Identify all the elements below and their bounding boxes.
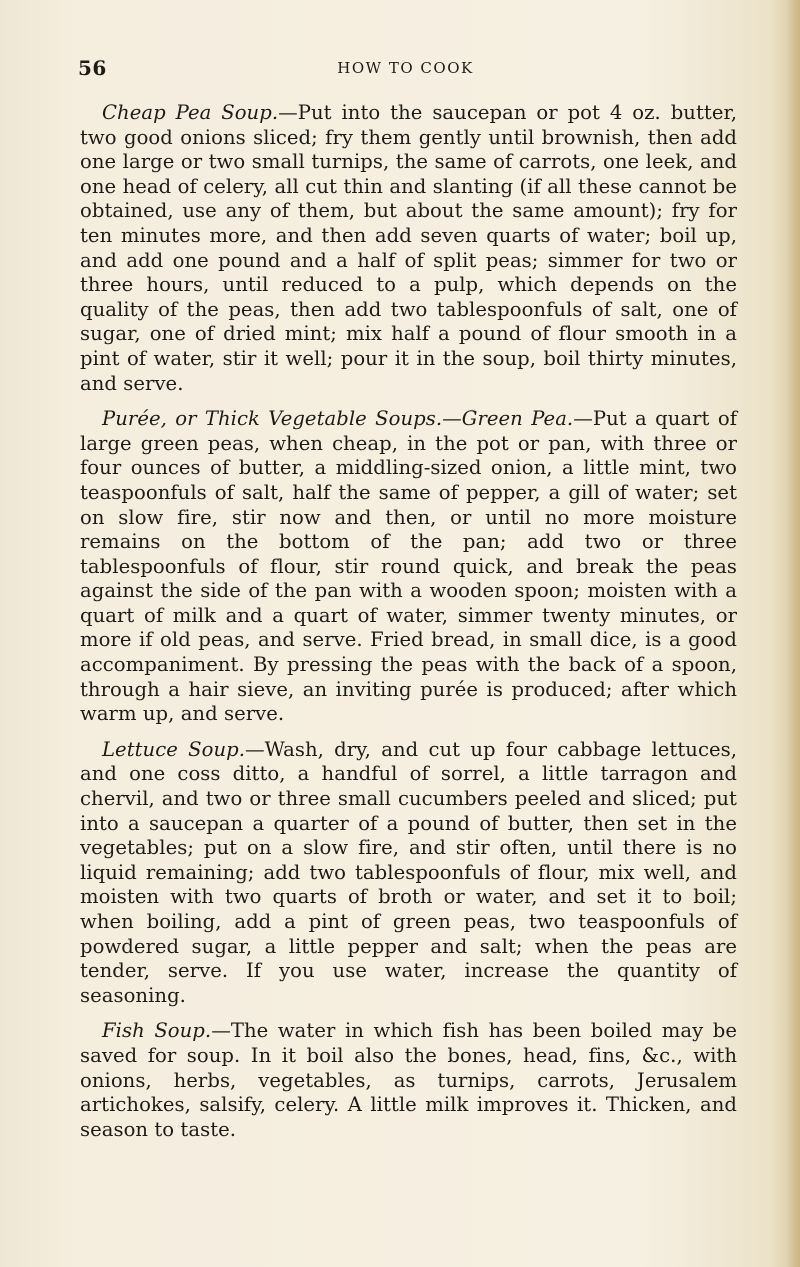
recipe-puree-green-pea	[80, 407, 737, 727]
recipe-text: —Wash, dry, and cut up four cabbage lettuces, and one coss ditto, a handful of sorrel, a little tarragon and chervil, and two or three small cucumbers peeled and sliced; put into a saucepan a quarter of a pound of butter, then set in the vegetables; put on a slow fire, and stir often, until there is no liquid remaining; add two tablespoonfuls of flour, mix well, and moisten with two quarts of broth or water, and set it to boil; when boiling, add a pint of green peas, two teaspoonfuls of powdered sugar, a little pepper and salt; when the peas are tender, serve. If you use water, increase the quantity of seasoning.	[80, 737, 737, 1007]
page-header	[78, 56, 733, 84]
recipe-fish-soup	[80, 1019, 737, 1142]
page-number: 56	[78, 56, 107, 80]
recipe-text: —Put a quart of large green peas, when cheap, in the pot or pan, with three or four ounces of butter, a middling-sized onion, a little mint, two teaspoonfuls of salt, half the same of pepper, a gill of water; set on slow fire, stir now and then, or until no more moisture remains on the bottom of the pan; add two or three tablespoonfuls of flour, stir round quick, and break the peas against the side of the pan with a wooden spoon; moisten with a quart of milk and a quart of water, simmer twenty minutes, or more if old peas, and serve. Fried bread, in small dice, is a good accompaniment. By pressing the peas with the back of a spoon, through a hair sieve, an inviting purée is produced; after which warm up, and serve.	[80, 407, 737, 726]
recipe-title: Purée, or Thick Vegetable Soups.—Green Pea.	[102, 407, 574, 431]
recipe-text: —The water in which fish has been boiled may be saved for soup. In it boil also the bones, head, fins, &c., with onions, herbs, vegetables, as turnips, carrots, Jerusalem artichokes, salsify, celery. A little milk improves it. Thicken, and season to taste.	[80, 1019, 738, 1141]
recipe-lettuce-soup	[80, 738, 737, 1009]
page-edge-shadow	[786, 0, 800, 1267]
recipe-title: Fish Soup.	[102, 1019, 212, 1043]
recipe-text: —Put into the saucepan or pot 4 oz. butter, two good onions sliced; fry them gently until brownish, then add one large or two small turnips, the same of carrots, one leek, and one head of celery, all cut thin and slanting (if all these cannot be obtained, use any of them, but about the same amount); fry for ten minutes more, and then add seven quarts of water; boil up, and add one pound and a half of split peas; simmer for two or three hours, until reduced to a pulp, which depends on the quality of the peas, then add two tablespoonfuls of salt, one of sugar, one of dried mint; mix half a pound of flour smooth in a pint of water, stir it well; pour it in the soup, boil thirty minutes, and serve.	[80, 101, 738, 395]
recipe-cheap-pea-soup	[80, 101, 737, 396]
recipe-title: Lettuce Soup.	[102, 737, 245, 761]
page-body	[80, 101, 737, 1153]
recipe-title: Cheap Pea Soup.	[102, 101, 279, 124]
running-head: HOW TO COOK	[337, 59, 474, 77]
